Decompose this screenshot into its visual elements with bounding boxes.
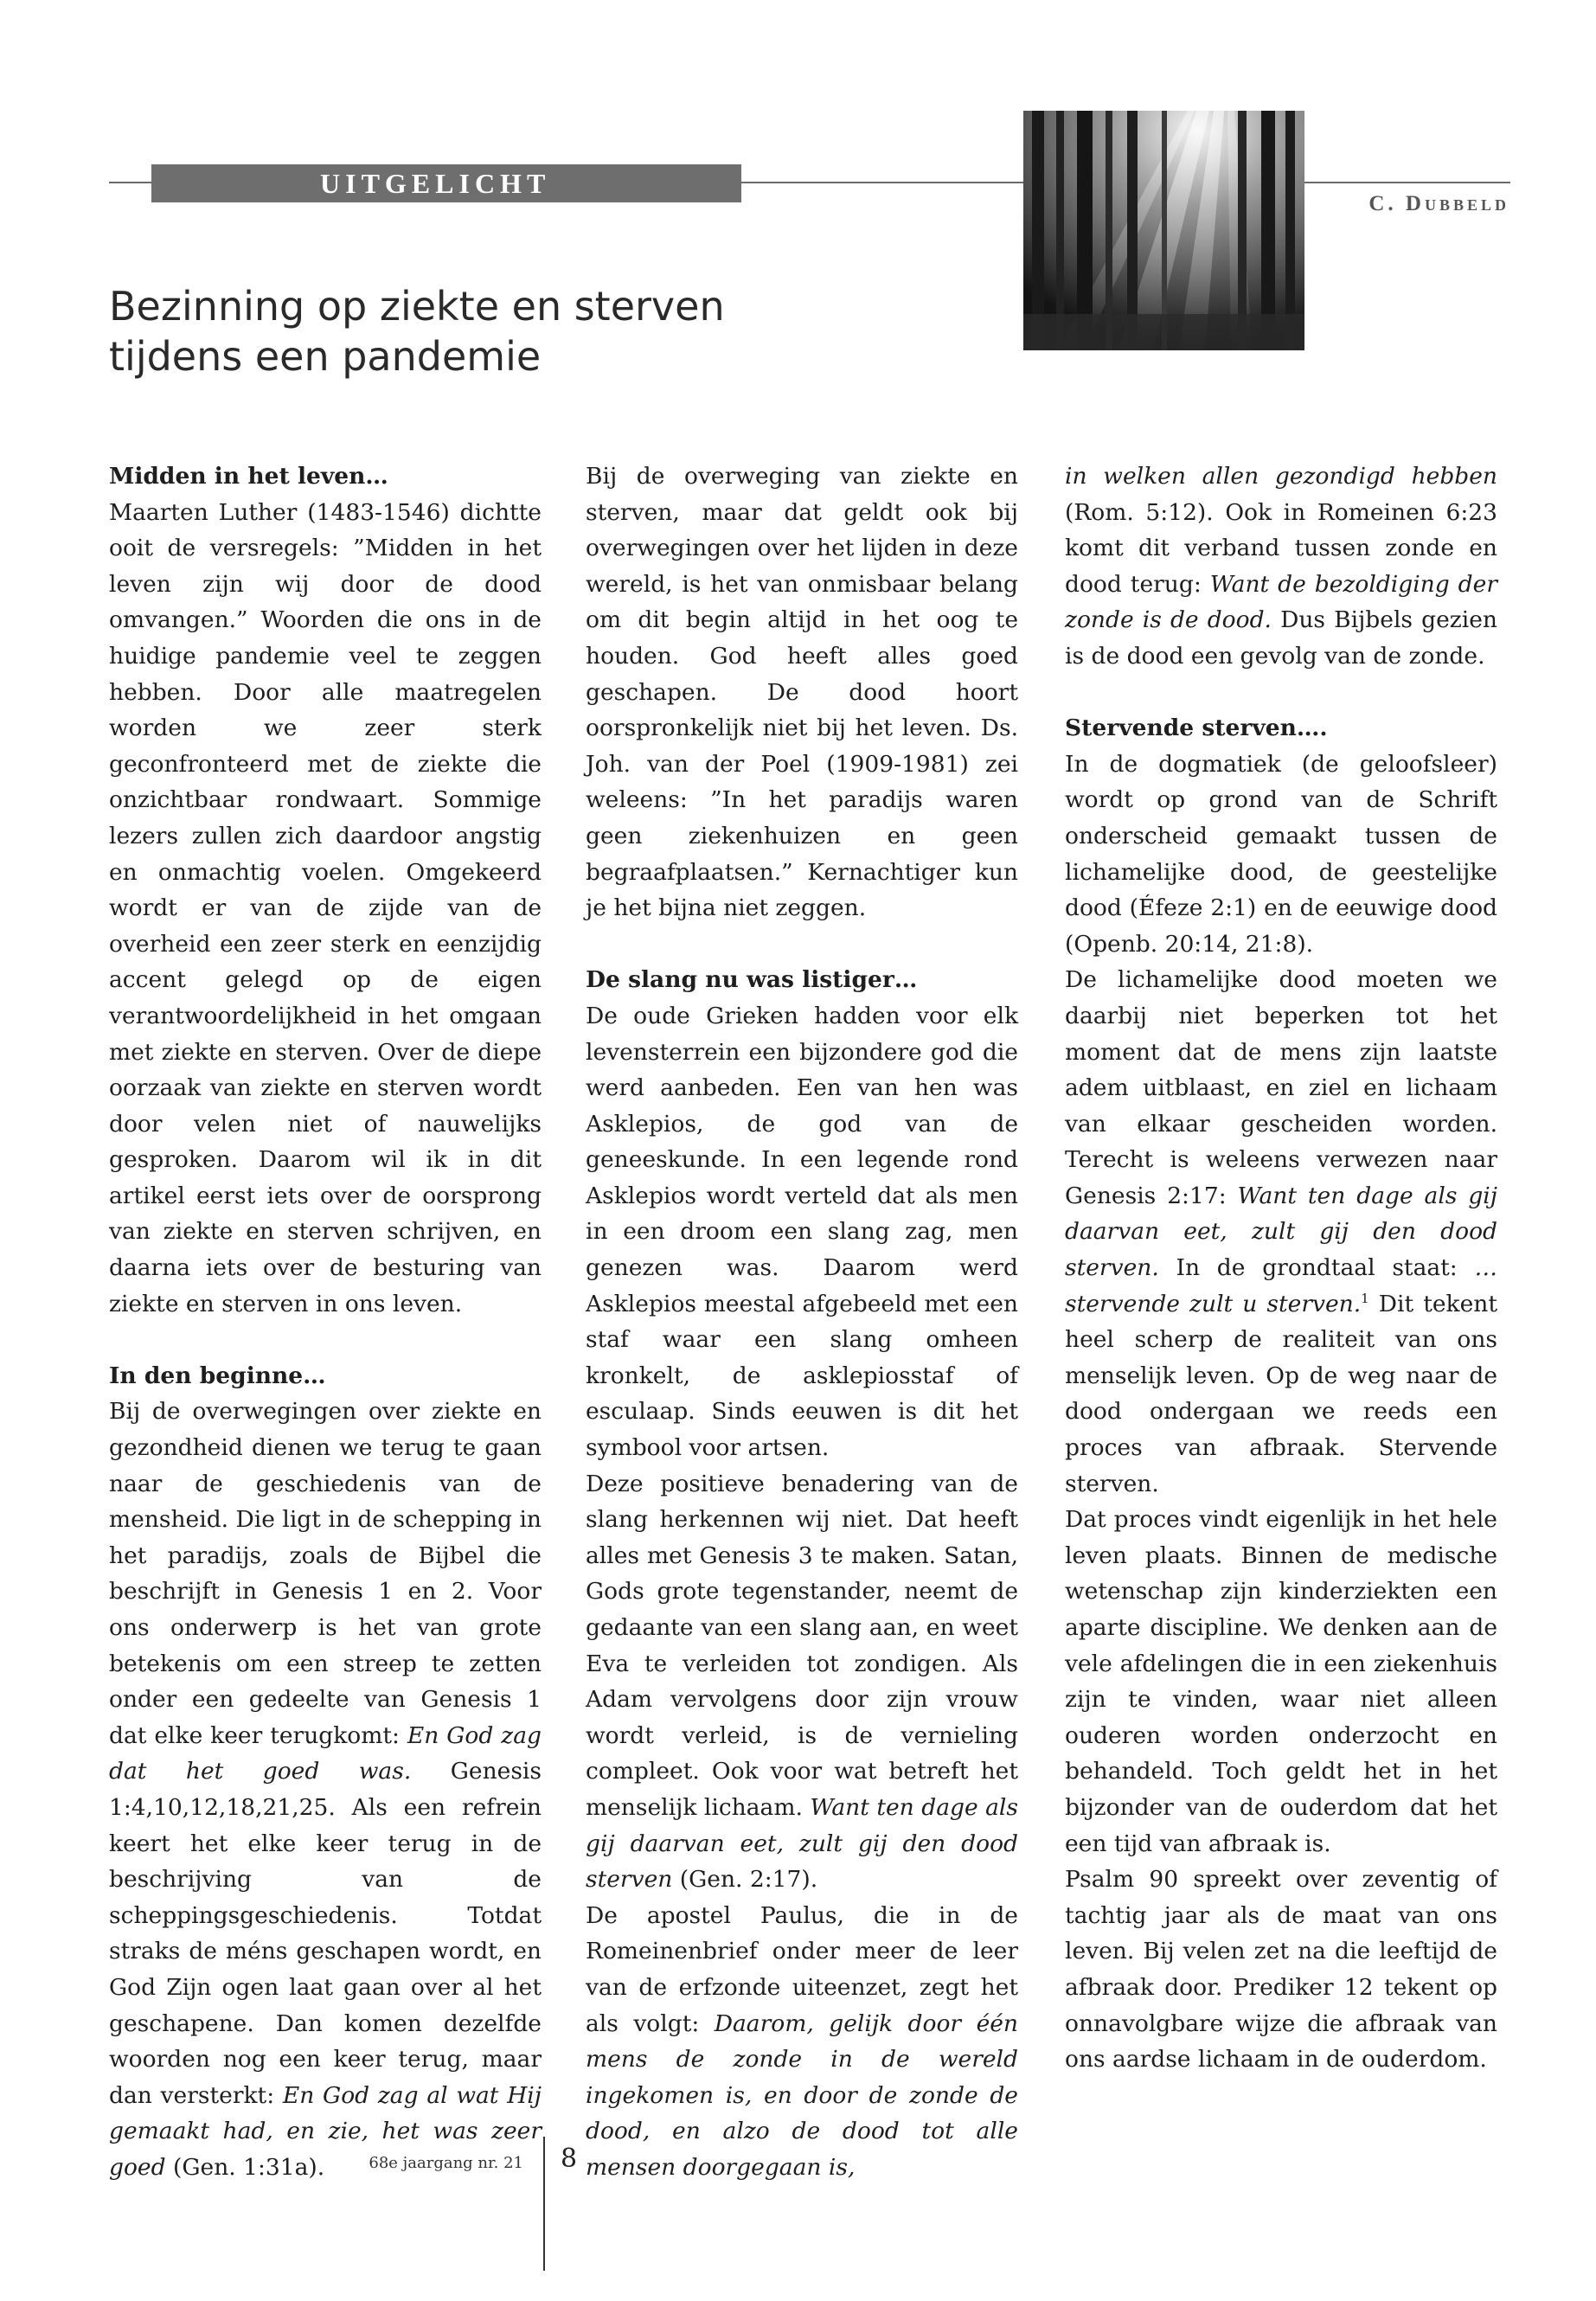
text-column-1 — [109, 458, 542, 2186]
article-title — [109, 281, 974, 381]
footer-divider — [543, 2137, 545, 2271]
paragraph: Maarten Luther (1483-1546) dichtte ooit de versregels: ”Midden in het leven zijn wij door de dood omvangen.” Woorden die ons in de huidige pandemie veel te zeggen hebben. Door alle maatregelen worden we zeer sterk geconfronteerd met de ziekte die onzichtbaar rondwaart. Sommige lezers zullen zich daardoor angstig en onmachtig voelen. Omgekeerd wordt er van de zijde van de overheid een zeer sterk en eenzijdig accent gelegd op de eigen verantwoordelijkheid in het omgaan met ziekte en sterven. Over de diepe oorzaak van ziekte en sterven wordt door velen niet of nauwelijks gesproken. Daarom wil ik in dit artikel eerst iets over de oorsprong van ziekte en sterven schrijven, en daarna iets over de besturing van ziekte en sterven in ons leven. — [109, 498, 542, 1317]
journal-issue: 68e jaargang nr. 21 — [369, 2154, 523, 2172]
scripture-quote: En God zag al wat Hij gemaakt had, en zie, het was zeer goed — [109, 2081, 542, 2181]
title-line-2: tijdens een pandemie — [109, 333, 542, 380]
scripture-quote: …stervende zult u sterven. — [1065, 1254, 1497, 1317]
text-column-3 — [1065, 458, 1497, 2078]
scripture-quote: Want ten dage als gij daarvan eet, zult gij den dood sterven. — [1065, 1182, 1497, 1282]
paragraph: Bij de overweging van ziekte en sterven, maar dat geldt ook bij overwegingen over het lijden in deze wereld, is het van onmisbaar belang om dit begin altijd in het oog te houden. God heeft alles goed geschapen. De dood hoort oorspronkelijk niet bij het leven. Ds. Joh. van der Poel (1909-1981) zei weleens: ”In het paradijs waren geen ziekenhuizen en geen begraafplaatsen.” Kernachtiger kun je het bijna niet zeggen. — [586, 463, 1018, 922]
section-banner — [151, 164, 741, 202]
scripture-quote: Want ten dage als gij daarvan eet, zult gij den dood sterven — [586, 1793, 1018, 1894]
text-column-2 — [586, 458, 1018, 2186]
subheading: Stervende sterven…. — [1065, 715, 1328, 742]
forest-sunrays-image — [1023, 111, 1304, 350]
subheading: De slang nu was listiger… — [586, 966, 918, 994]
paragraph: Bij de overwegingen over ziekte en gezondheid dienen we terug te gaan naar de geschiedenis van de mensheid. Die ligt in de schepping in het paradijs, zoals de Bijbel die beschrijft in Genesis 1 en 2. Voor ons onderwerp is het van grote betekenis om een streep te zetten onder een gedeelte van Genesis 1 dat elke keer terugkomt: En God zag dat het goed was. Genesis 1:4,10,12,18,21,25. Als een refrein keert het elke keer terug in de beschrijving van de scheppingsgeschiedenis. Totdat straks de méns geschapen wordt, en God Zijn ogen laat gaan over al het geschapene. Dan komen dezelfde woorden nog een keer terug, maar dan versterkt: En God zag al wat Hij gemaakt had, en zie, het was zeer goed (Gen. 1:31a). — [109, 1398, 542, 2181]
paragraph: De oude Grieken hadden voor elk levensterrein een bijzondere god die werd aanbeden. Een van hen was Asklepios, de god van de geneeskunde. In een legende rond Asklepios wordt verteld dat als men in een droom een slang zag, men genezen was. Daarom werd Asklepios meestal afgebeeld met een staf waar een slang omheen kronkelt, de asklepiosstaf of esculaap. Sinds eeuwen is dit het symbool voor artsen. — [586, 1002, 1018, 1462]
scripture-quote: En God zag dat het goed was. — [109, 1721, 542, 1785]
scripture-quote: Want de bezoldiging der zonde is de dood. — [1065, 570, 1497, 634]
scripture-quote: in welken allen gezondigd hebben — [1065, 463, 1497, 490]
subheading: Midden in het leven… — [109, 463, 388, 490]
paragraph: De lichamelijke dood moeten we daarbij niet beperken tot het moment dat de mens zijn laatste adem uitblaast, en ziel en lichaam van elkaar gescheiden worden. Terecht is weleens verwezen naar Genesis 2:17: Want ten dage als gij daarvan eet, zult gij den dood sterven. In de grondtaal staat: …stervende zult u sterven.$^1$ Dit tekent heel scherp de realiteit van ons menselijk leven. Op de weg naar de dood ondergaan we reeds een proces van afbraak. Stervende sterven. — [1065, 966, 1498, 1497]
scripture-quote: Daarom, gelijk door één mens de zonde in de wereld ingekomen is, en door de zonde de dood, en alzo de dood tot alle mensen doorgegaan is, — [586, 2009, 1018, 2181]
title-line-1: Bezinning op ziekte en sterven — [109, 283, 725, 330]
section-label: UITGELICHT — [320, 168, 551, 199]
page-number: 8 — [561, 2144, 578, 2174]
subheading: In den beginne… — [109, 1362, 326, 1389]
footnote-marker[interactable]: 1 — [1361, 1290, 1369, 1306]
paragraph: in welken allen gezondigd hebben (Rom. 5:12). Ook in Romeinen 6:23 komt dit verband tussen zonde en dood terug: Want de bezoldiging der zonde is de dood. Dus Bijbels gezien is de dood een gevolg van de zonde. — [1065, 463, 1497, 670]
paragraph: Deze positieve benadering van de slang herkennen wij niet. Dat heeft alles met Genesis 3 te maken. Satan, Gods grote tegenstander, neemt de gedaante van een slang aan, en weet Eva te verleiden tot zondigen. Als Adam vervolgens door zijn vrouw wordt verleid, is de vernieling compleet. Ook voor wat betreft het menselijk lichaam. Want ten dage als gij daarvan eet, zult gij den dood sterven (Gen. 2:17). — [586, 1470, 1018, 1894]
paragraph: Psalm 90 spreekt over zeventig of tachtig jaar als de maat van ons leven. Bij velen zet na die leeftijd de afbraak door. Prediker 12 tekent op onnavolgbare wijze die afbraak van ons aardse lichaam in de ouderdom. — [1065, 1866, 1497, 2073]
paragraph: Dat proces vindt eigenlijk in het hele leven plaats. Binnen de medische wetenschap zijn kinderziekten een aparte discipline. We denken aan de vele afdelingen die in een ziekenhuis zijn te vinden, waar niet alleen ouderen worden onderzocht en behandeld. Toch geldt het in het bijzonder van de ouderdom dat het een tijd van afbraak is. — [1065, 1506, 1497, 1857]
author-name: C. Dubbeld — [1368, 192, 1509, 215]
paragraph: De apostel Paulus, die in de Romeinenbrief onder meer de leer van de erfzonde uiteenzet, zegt het als volgt: Daarom, gelijk door één mens de zonde in de wereld ingekomen is, en door de zonde de dood, en alzo de dood tot alle mensen doorgegaan is, — [586, 1901, 1018, 2181]
forest-photo — [1023, 111, 1304, 350]
paragraph: In de dogmatiek (de geloofsleer) wordt op grond van de Schrift onderscheid gemaakt tussen de lichamelijke dood, de geestelijke dood (Éfeze 2:1) en de eeuwige dood (Openb. 20:14, 21:8). — [1065, 750, 1497, 958]
